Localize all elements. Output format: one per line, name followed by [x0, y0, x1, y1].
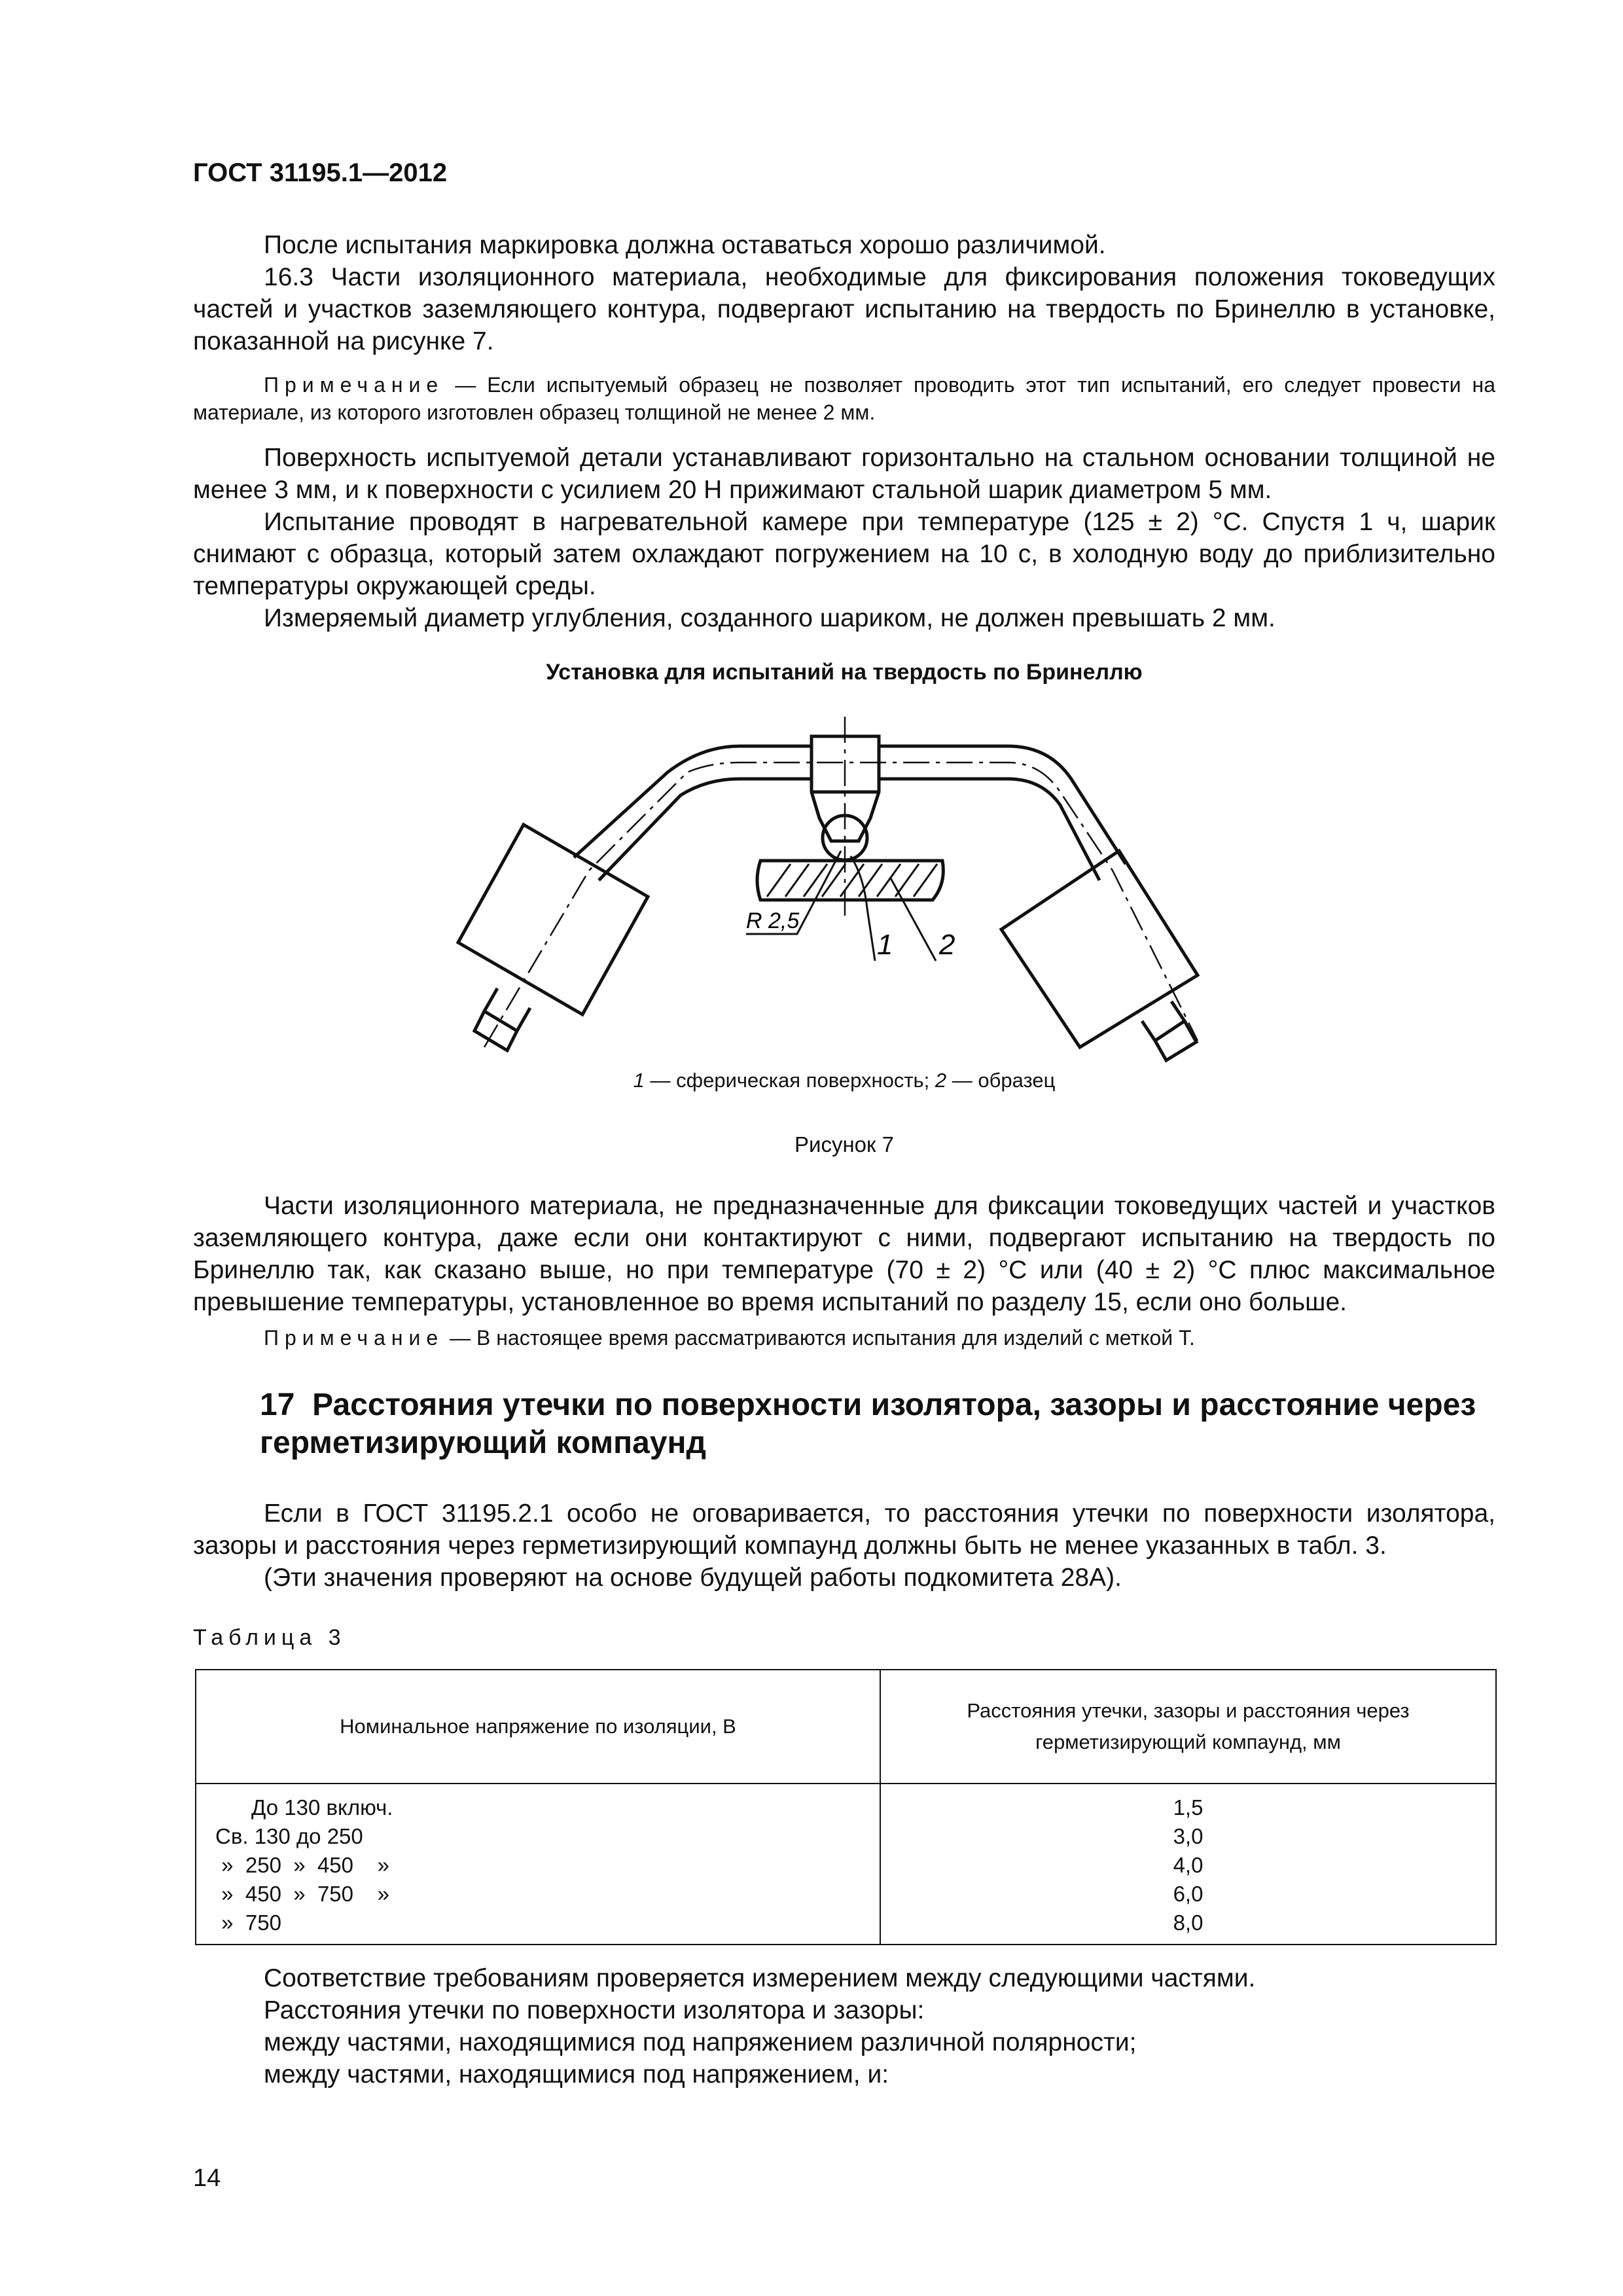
callout-2: 2: [939, 929, 955, 961]
legend-number-2: 2: [935, 1069, 947, 1092]
figure-caption: Рисунок 7: [794, 1132, 894, 1157]
column-header-voltage: Номинальное напряжение по изоляции, В: [196, 1670, 880, 1784]
section-number: 17: [260, 1388, 295, 1422]
figure-legend: [193, 1069, 1495, 1092]
distance-value: 6,0: [1173, 1882, 1204, 1906]
note-2: [193, 1324, 1495, 1352]
section-heading: [260, 1386, 1490, 1462]
voltage-value: » 450 » 750 »: [215, 1882, 390, 1906]
radius-label: R 2,5: [746, 908, 800, 933]
arm-inner: [599, 779, 1099, 880]
section-title: Расстояния утечки по поверхности изолятора, зазоры и расстояние через герметизирующий компаунд: [260, 1388, 1476, 1460]
voltage-value: » 750: [215, 1910, 281, 1935]
legend-text-2: — образец: [946, 1069, 1056, 1092]
callout-1: 1: [877, 929, 893, 961]
distances-table: [195, 1669, 1497, 1945]
paragraph-marking: После испытания маркировка должна оставаться хорошо различимой.: [264, 231, 1106, 259]
paragraph-creepage: Расстояния утечки по поверхности изолятора и зазоры:: [264, 1996, 925, 2024]
note-label: Примечание: [264, 1326, 444, 1350]
voltage-cell: [196, 1784, 880, 1945]
note-label: Примечание: [264, 373, 444, 397]
voltage-value: До 130 включ.: [215, 1795, 393, 1820]
column-header-distance: Расстояния утечки, зазоры и расстояния через герметизирующий компаунд, мм: [880, 1670, 1496, 1784]
legend-text-1: — сферическая поверхность;: [644, 1069, 935, 1092]
arm-outer: [574, 746, 1126, 864]
paragraph-polarity: между частями, находящимися под напряжением различной полярности;: [264, 2028, 1137, 2056]
distance-cell: [880, 1784, 1496, 1945]
paragraph-non-fixing-parts: Части изоляционного материала, не предназначенные для фиксации токоведущих частей и участков заземляющего контура, даже если они контактируют с ними, подвергают испытанию на твердость по Бринеллю так, как сказано выше, но при температуре (70 ± 2) °С или (40 ± 2) °С плюс максимальное превышение температуры, установленное во время испытаний по разделу 15, если оно больше.: [193, 1192, 1495, 1316]
paragraph-surface: Поверхность испытуемой детали устанавливают горизонтально на стальном основании толщиной не менее 3 мм, и к поверхности с усилием 20 Н прижимают стальной шарик диаметром 5 мм.: [193, 444, 1495, 504]
distance-value: 8,0: [1173, 1910, 1204, 1935]
paragraph-subcommittee: (Эти значения проверяют на основе будущей работы подкомитета 28А).: [264, 1564, 1122, 1592]
paragraph-16-3: 16.3 Части изоляционного материала, необходимые для фиксирования положения токоведущих частей и участков заземляющего контура, подвергают испытанию на твердость по Бринеллю в установке, показанной на рисунке 7.: [193, 263, 1495, 355]
paragraph-compliance: Соответствие требованиям проверяется измерением между следующими частями.: [264, 1964, 1256, 1992]
page-number: 14: [193, 2164, 221, 2192]
paragraph-live-parts: между частями, находящимися под напряжением, и:: [264, 2060, 889, 2089]
paragraph-distances: Если в ГОСТ 31195.2.1 особо не оговаривается, то расстояния утечки по поверхности изолятора, зазоры и расстояния через герметизирующий компаунд должны быть не менее указанных в табл. 3.: [193, 1499, 1495, 1560]
right-weight: [1001, 851, 1198, 1060]
distance-value: 4,0: [1173, 1853, 1204, 1877]
legend-number-1: 1: [633, 1069, 645, 1092]
note-text: — В настоящее время рассматриваются испытания для изделий с меткой Т.: [444, 1326, 1195, 1350]
distance-value: 3,0: [1173, 1824, 1204, 1848]
table-caption: Таблица 3: [193, 1625, 346, 1650]
voltage-value: Св. 130 до 250: [215, 1824, 363, 1848]
paragraph-test-temperature: Испытание проводят в нагревательной камере при температуре (125 ± 2) °С. Спустя 1 ч, шарик снимают с образца, который затем охлаждают погружением на 10 с, в холодную воду до приблизительно температуры окружающей среды.: [193, 508, 1495, 600]
distance-value: 1,5: [1173, 1795, 1204, 1820]
note-text: — Если испытуемый образец не позволяет проводить этот тип испытаний, его следует провести на материале, из которого изготовлен образец толщиной не менее 2 мм.: [193, 373, 1495, 424]
voltage-value: » 250 » 450 »: [215, 1853, 390, 1877]
table-header-row: [196, 1670, 1496, 1784]
paragraph-diameter: Измеряемый диаметр углубления, созданного шариком, не должен превышать 2 мм.: [264, 604, 1275, 632]
figure-title: Установка для испытаний на твердость по Бринеллю: [546, 660, 1143, 685]
specimen-hatching: [767, 864, 937, 897]
document-header: ГОСТ 31195.1—2012: [193, 158, 448, 187]
leader-lines: [746, 851, 936, 961]
table-row: [196, 1784, 1496, 1945]
